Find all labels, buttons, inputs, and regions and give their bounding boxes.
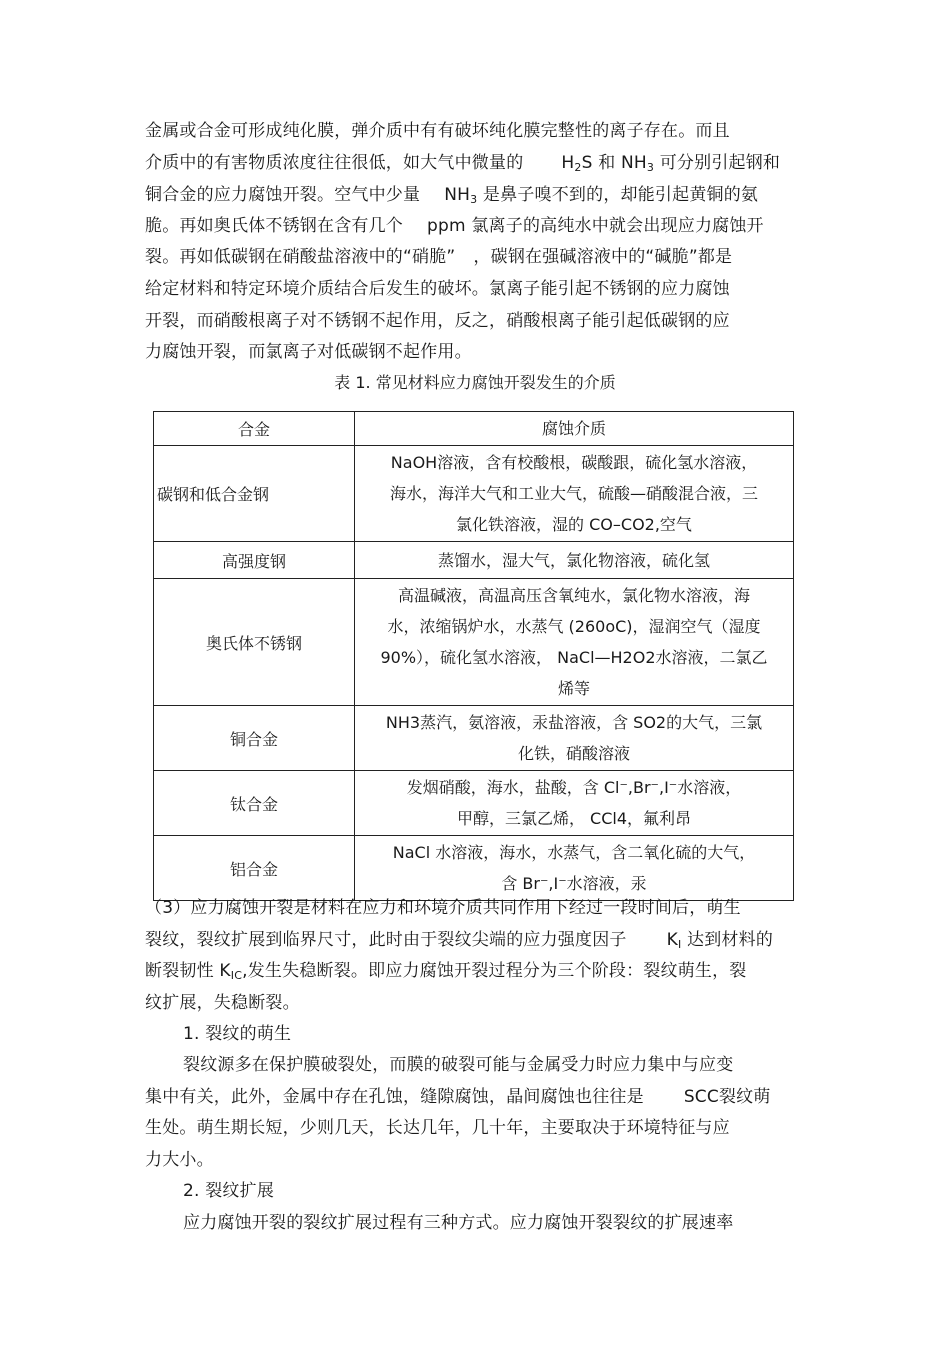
para1-line-4: 脆。再如奥氏体不锈钢在含有几个 ppm 氯离子的高纯水中就会出现应力腐蚀开	[145, 216, 764, 236]
medium-cell: NaCl 水溶液，海水，水蒸气，含二氧化硫的大气， 含 Br⁻,I⁻水溶液，汞	[355, 836, 794, 901]
medium-cell: NH3蒸汽，氨溶液，汞盐溶液，含 SO2的大气，三氯 化铁，硝酸溶液	[355, 706, 794, 771]
section2-line-1: 应力腐蚀开裂的裂纹扩展过程有三种方式。应力腐蚀开裂裂纹的扩展速率	[183, 1213, 734, 1233]
para1-line-1: 金属或合金可形成纯化膜，弹介质中有有破坏纯化膜完整性的离子存在。而且	[145, 121, 730, 141]
alloy-cell: 奥氏体不锈钢	[154, 579, 355, 706]
alloy-cell: 高强度钢	[154, 542, 355, 579]
para2-line-3: 断裂韧性 $K_{IC}$,发生失稳断裂。即应力腐蚀开裂过程分为三个阶段：裂纹萌生，裂	[145, 961, 747, 982]
alloy-cell: 钛合金	[154, 771, 355, 836]
section1-line-2: 集中有关，此外，金属中存在孔蚀，缝隙腐蚀，晶间腐蚀也往往是 SCC裂纹萌	[145, 1087, 771, 1107]
alloy-cell: 铜合金	[154, 706, 355, 771]
section1-line-4: 力大小。	[145, 1150, 214, 1170]
medium-cell: 发烟硝酸，海水，盐酸，含 Cl⁻,Br⁻,I⁻水溶液， 甲醇，三氯乙烯， CCl4，氟利昂	[355, 771, 794, 836]
section1-heading: 1. 裂纹的萌生	[183, 1024, 292, 1044]
alloy-cell: 碳钢和低合金钢	[154, 446, 355, 542]
medium-cell: NaOH溶液，含有校酸根，碳酸跟，硫化氢水溶液， 海水，海洋大气和工业大气，硫酸—硝酸混合液，三 氯化铁溶液，湿的 CO–CO2,空气	[355, 446, 794, 542]
section1-line-3: 生处。萌生期长短，少则几天，长达几年，几十年，主要取决于环境特征与应	[145, 1118, 730, 1138]
para1-line-7: 开裂，而硝酸根离子对不锈钢不起作用，反之，硝酸根离子能引起低碳钢的应	[145, 311, 730, 331]
para2-line-4: 纹扩展，失稳断裂。	[145, 993, 300, 1013]
table-row	[154, 706, 794, 771]
table-row	[154, 579, 794, 706]
para2-line-1: （3）应力腐蚀开裂是材料在应力和环境介质共同作用下经过一段时间后，萌生	[145, 898, 741, 918]
para1-line-2: 介质中的有害物质浓度往往很低，如大气中微量的 $H_2S$ 和 $NH_3$ 可分别引起钢和	[145, 153, 781, 174]
table-row	[154, 542, 794, 579]
medium-cell: 蒸馏水，湿大气，氯化物溶液，硫化氢	[355, 542, 794, 579]
para1-line-5: 裂。再如低碳钢在硝酸盐溶液中的“硝脆” ，碳钢在强碱溶液中的“碱脆”都是	[145, 247, 733, 267]
alloy-cell: 铝合金	[154, 836, 355, 901]
table-caption: 表 1. 常见材料应力腐蚀开裂发生的介质	[334, 373, 616, 392]
section1-line-1: 裂纹源多在保护膜破裂处，而膜的破裂可能与金属受力时应力集中与应变	[183, 1055, 734, 1075]
section2-heading: 2. 裂纹扩展	[183, 1181, 275, 1201]
para2-line-2: 裂纹，裂纹扩展到临界尺寸，此时由于裂纹尖端的应力强度因子 $K_I$ 达到材料的	[145, 930, 774, 951]
para1-line-6: 给定材料和特定环境介质结合后发生的破坏。氯离子能引起不锈钢的应力腐蚀	[145, 279, 730, 299]
corrosion-media-table	[153, 411, 794, 901]
table-header-row	[154, 412, 794, 446]
table-row	[154, 836, 794, 901]
para1-line-8: 力腐蚀开裂，而氯离子对低碳钢不起作用。	[145, 342, 472, 362]
header-medium: 腐蚀介质	[355, 412, 794, 446]
table-row	[154, 446, 794, 542]
table-row	[154, 771, 794, 836]
medium-cell: 高温碱液，高温高压含氧纯水，氯化物水溶液，海 水，浓缩锅炉水，水蒸气 (260oC)，湿润空气（湿度 90%），硫化氢水溶液， NaCl—H2O2水溶液，二氯乙 烯等	[355, 579, 794, 706]
para1-line-3: 铜合金的应力腐蚀开裂。空气中少量 $NH_3$ 是鼻子嗅不到的，却能引起黄铜的氨	[145, 185, 759, 206]
header-alloy: 合金	[154, 412, 355, 446]
